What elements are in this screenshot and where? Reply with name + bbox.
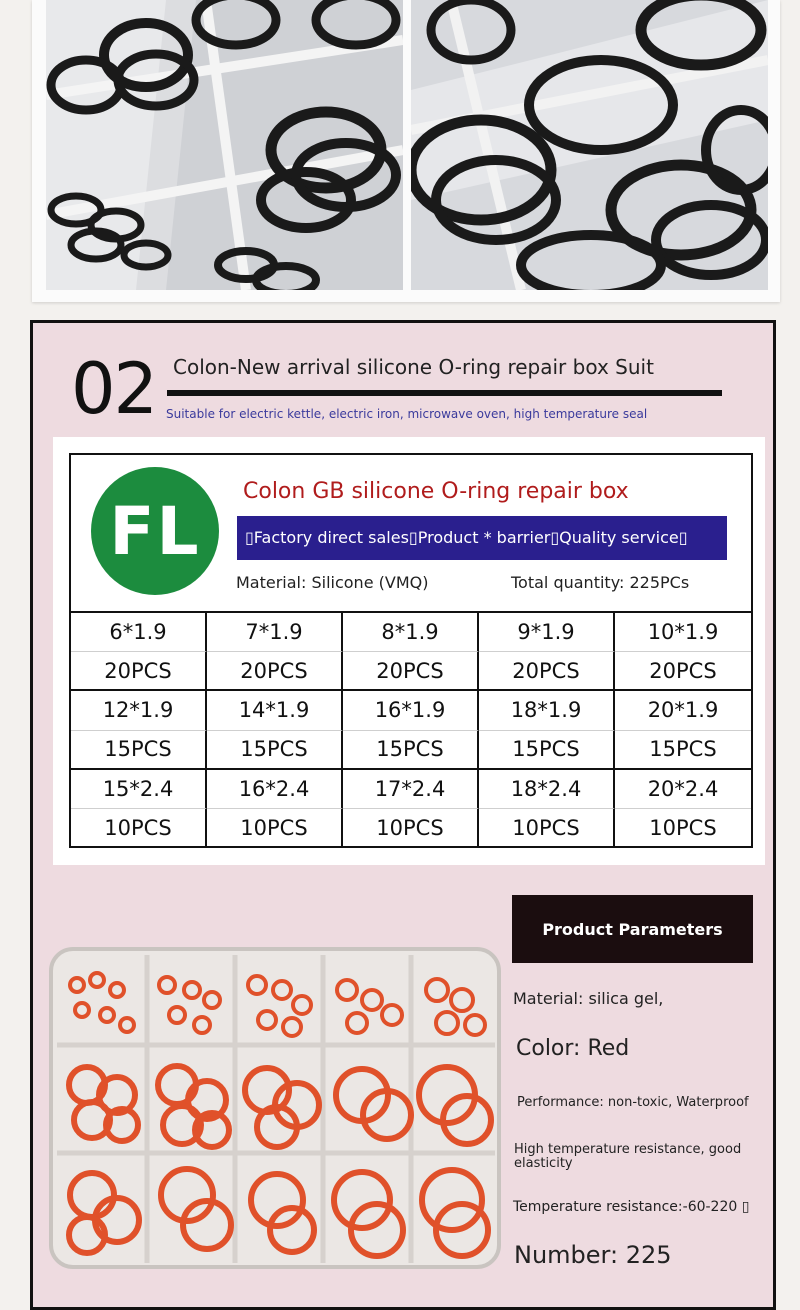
qty-cell: 20PCS xyxy=(343,652,479,691)
card-title: Colon GB silicone O-ring repair box xyxy=(243,479,629,504)
qty-cell: 20PCS xyxy=(71,652,207,691)
top-photo-strip xyxy=(32,0,780,302)
size-cell: 8*1.9 xyxy=(343,613,479,652)
qty-cell: 15PCS xyxy=(615,731,751,770)
total-quantity-label: Total quantity: 225PCs xyxy=(511,573,690,592)
param-resistance: High temperature resistance, good elasticity xyxy=(514,1142,742,1171)
qty-cell: 10PCS xyxy=(207,809,343,848)
qty-cell: 10PCS xyxy=(479,809,615,848)
qty-cell: 10PCS xyxy=(343,809,479,848)
title-underline xyxy=(167,390,722,396)
param-performance: Performance: non-toxic, Waterproof xyxy=(517,1095,749,1110)
material-label: Material: Silicone (VMQ) xyxy=(236,573,429,592)
size-cell: 18*2.4 xyxy=(479,770,615,809)
size-quantity-table xyxy=(71,611,751,848)
feature-banner: ▯Factory direct sales▯Product * barrier▯Quality service▯ xyxy=(237,516,727,560)
qty-cell: 10PCS xyxy=(71,809,207,848)
product-parameters-header: Product Parameters xyxy=(512,895,753,963)
section-subtitle: Suitable for electric kettle, electric iron, microwave oven, high temperature seal xyxy=(166,407,648,421)
black-oring-box-photo-left xyxy=(46,0,403,290)
spec-card xyxy=(53,437,765,865)
param-temperature: Temperature resistance:-60-220 ▯ xyxy=(513,1199,750,1215)
param-color: Color: Red xyxy=(516,1036,630,1061)
size-cell: 15*2.4 xyxy=(71,770,207,809)
qty-cell: 15PCS xyxy=(71,731,207,770)
qty-cell: 20PCS xyxy=(615,652,751,691)
qty-cell: 15PCS xyxy=(207,731,343,770)
spec-card-frame xyxy=(69,453,753,848)
size-cell: 7*1.9 xyxy=(207,613,343,652)
section-title: Colon-New arrival silicone O-ring repair box Suit xyxy=(173,355,654,379)
size-cell: 16*1.9 xyxy=(343,691,479,730)
size-cell: 6*1.9 xyxy=(71,613,207,652)
size-cell: 17*2.4 xyxy=(343,770,479,809)
size-cell: 9*1.9 xyxy=(479,613,615,652)
size-cell: 16*2.4 xyxy=(207,770,343,809)
size-cell: 12*1.9 xyxy=(71,691,207,730)
qty-cell: 10PCS xyxy=(649,816,717,841)
qty-cell: 20PCS xyxy=(479,652,615,691)
red-oring-box-photo xyxy=(47,945,507,1275)
brand-logo: FL xyxy=(91,467,219,595)
size-cell: 20*1.9 xyxy=(615,691,751,730)
section-number: 02 xyxy=(71,348,157,430)
size-cell: 10*1.9 xyxy=(615,613,751,652)
product-info-panel xyxy=(30,320,776,1310)
qty-cell: 20PCS xyxy=(207,652,343,691)
qty-cell: 15PCS xyxy=(343,731,479,770)
qty-cell: 15PCS xyxy=(479,731,615,770)
param-material: Material: silica gel, xyxy=(513,989,664,1008)
size-cell: 14*1.9 xyxy=(207,691,343,730)
size-cell: 18*1.9 xyxy=(479,691,615,730)
black-oring-box-photo-right xyxy=(411,0,768,290)
size-cell: 20*2.4 xyxy=(615,770,751,809)
param-number: Number: 225 xyxy=(514,1241,672,1269)
